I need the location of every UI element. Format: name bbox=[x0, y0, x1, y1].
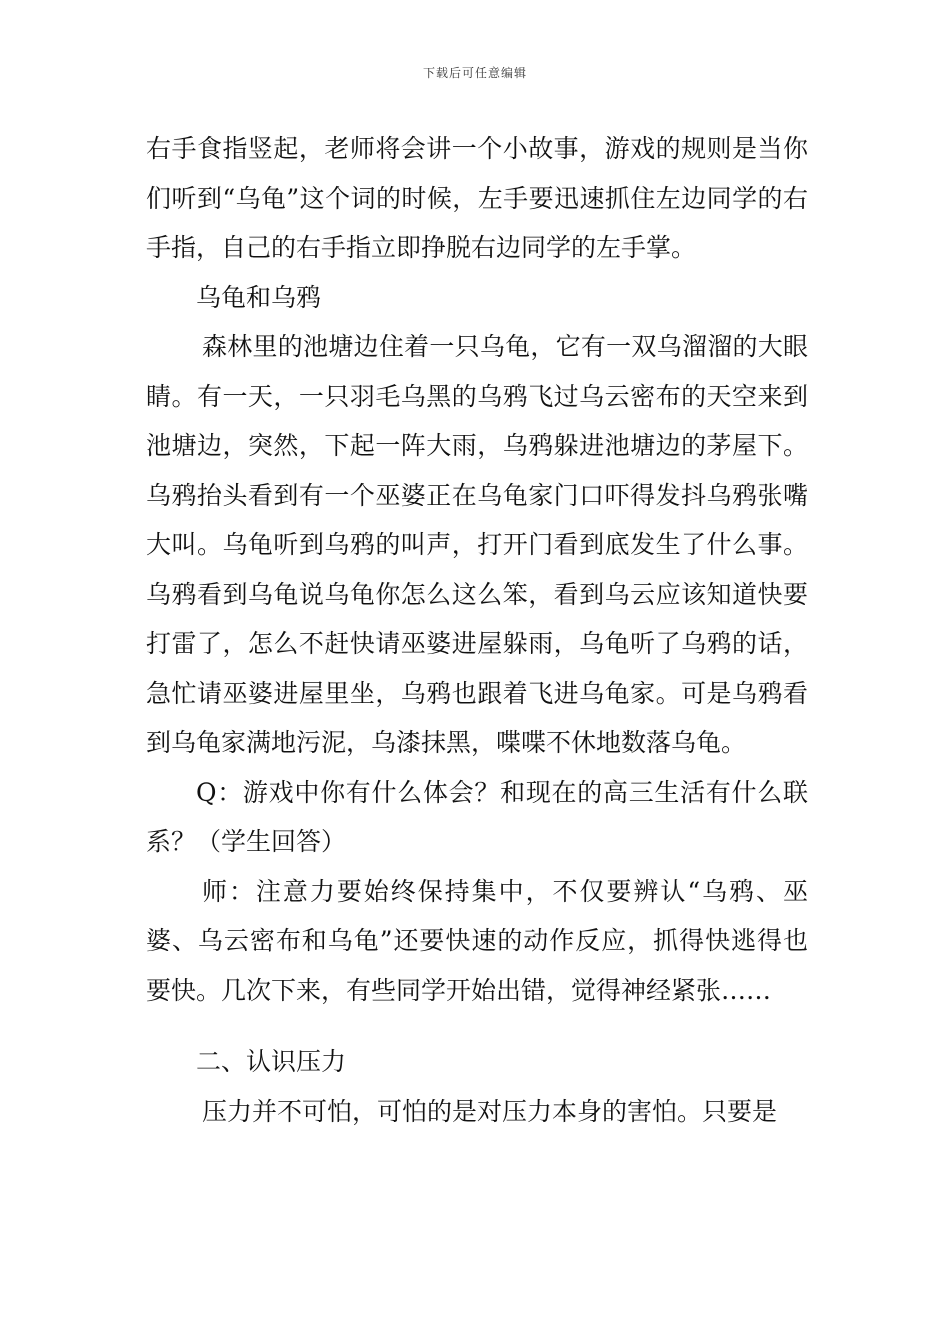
paragraph-game-rules: 右手食指竖起，老师将会讲一个小故事，游戏的规则是当你们听到“乌龟”这个词的时候，左手要迅速抓住左边同学的右手指，自己的右手指立即挣脱右边同学的左手掌。 bbox=[146, 134, 808, 262]
section-heading-understand-pressure: 二、认识压力 bbox=[196, 1047, 347, 1076]
paragraph-story: 森林里的池塘边住着一只乌龟，它有一双乌溜溜的大眼睛。有一天，一只羽毛乌黑的乌鸦飞过乌云密布的天空来到池塘边，突然，下起一阵大雨，乌鸦躲进池塘边的茅屋下。乌鸦抬头看到有一个巫婆正在乌龟家门口吓得发抖乌鸦张嘴大叫。乌龟听到乌鸦的叫声，打开门看到底发生了什么事。乌鸦看到乌龟说乌龟你怎么这么笨，看到乌云应该知道快要打雷了，怎么不赶快请巫婆进屋躲雨，乌龟听了乌鸦的话，急忙请巫婆进屋里坐，乌鸦也跟着飞进乌龟家。可是乌鸦看到乌龟家满地污泥，乌漆抹黑，喋喋不休地数落乌龟。 bbox=[146, 332, 808, 757]
document-body bbox=[146, 124, 808, 1136]
paragraph-pressure: 压力并不可怕，可怕的是对压力本身的害怕。只要是 bbox=[202, 1096, 778, 1126]
paragraph-teacher: 师：注意力要始终保持集中，不仅要辨认“乌鸦、巫婆、乌云密布和乌龟”还要快速的动作反应，抓得快逃得也要快。几次下来，有些同学开始出错，觉得神经紧张…… bbox=[146, 876, 808, 1005]
story-title: 乌龟和乌鸦 bbox=[196, 282, 322, 312]
page-header: 下载后可任意编辑 bbox=[422, 66, 527, 80]
paragraph-question: Q：游戏中你有什么体会？和现在的高三生活有什么联系？（学生回答） bbox=[146, 777, 808, 856]
